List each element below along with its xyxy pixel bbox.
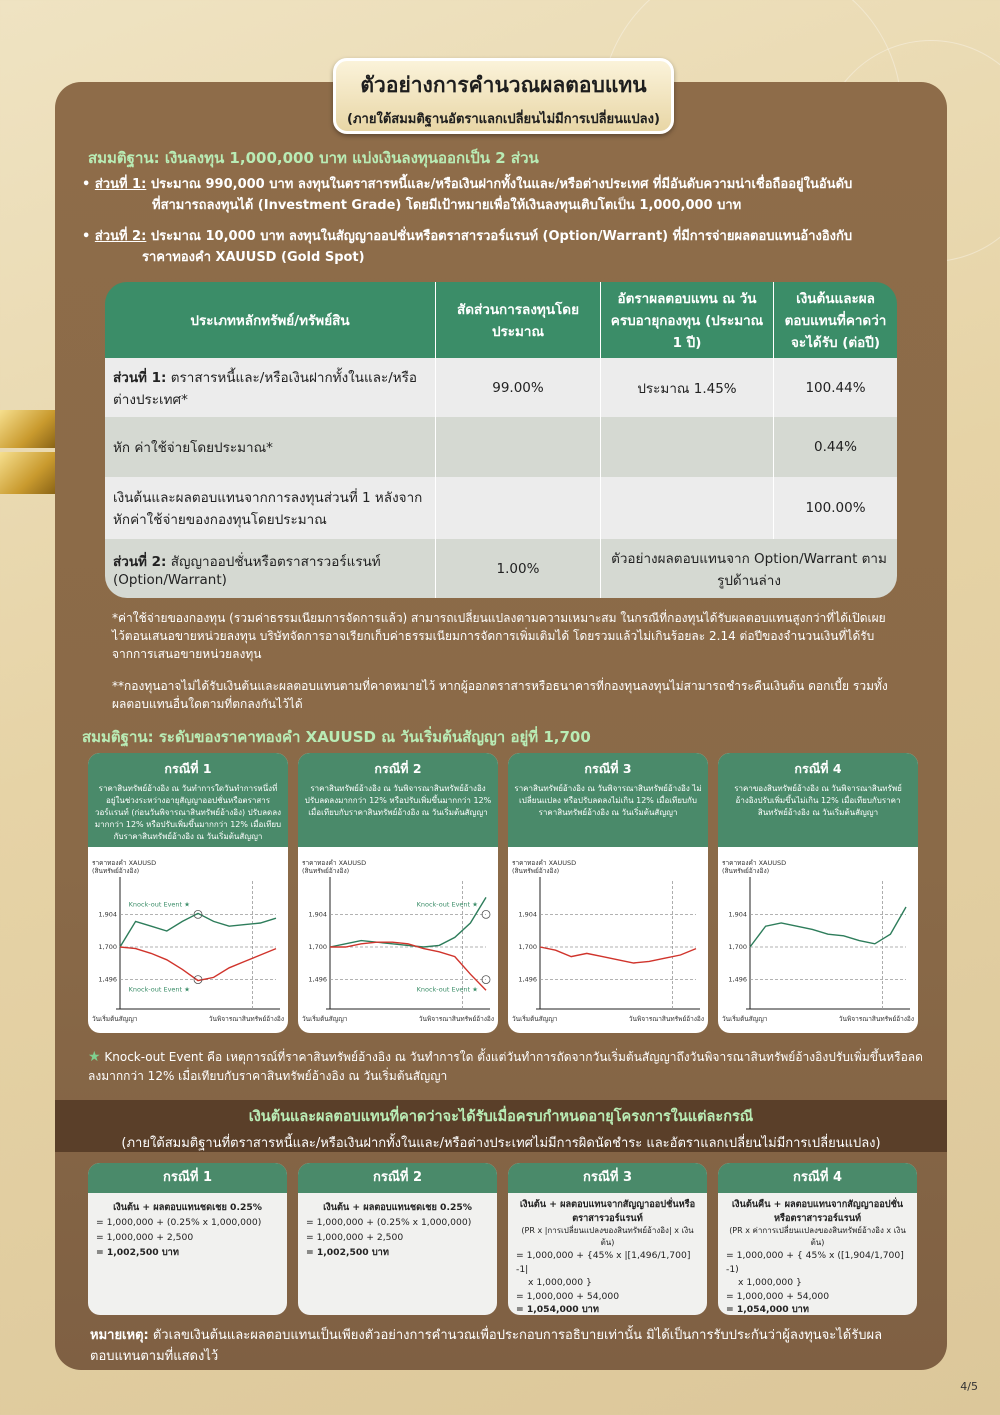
part2-text: • ส่วนที่ 2: ประมาณ 10,000 บาท ลงทุนในสัญญาออปชั่นหรือตราสารวอร์แรนท์ (Option/Warrant) ที่มีการจ่ายผลตอบแทนอ้างอิงกับ ราคาทองคำ XAUUSD (Gold Spot)	[82, 226, 932, 268]
case-title: กรณีที่ 2	[374, 761, 422, 776]
case-chart	[508, 853, 708, 1033]
row4-share: 1.00%	[436, 539, 601, 598]
ylabel: (สินทรัพย์อ้างอิง)	[512, 867, 560, 875]
part2-line2: ราคาทองคำ XAUUSD (Gold Spot)	[142, 250, 365, 265]
header-share: สัดส่วนการลงทุนโดยประมาณ	[436, 282, 601, 358]
row4-label-bold: ส่วนที่ 2:	[113, 553, 167, 570]
part1-text: • ส่วนที่ 1: ประมาณ 990,000 บาท ลงทุนในตราสารหนี้และ/หรือเงินฝากทั้งในและ/หรือต่างประเทศ ที่มีอันดับความน่าเชื่อถืออยู่ในอันดับ ที่สามารถลงทุนได้ (Investment Grade) โดยมีเป้าหมายเพื่อให้เงินลงทุนเติบโตเป็น 1,000,000 บาท	[82, 174, 932, 216]
row1-label	[105, 358, 436, 417]
tick-label: 1,700	[98, 943, 117, 951]
part1-label: ส่วนที่ 1:	[94, 177, 147, 192]
row4-label	[105, 539, 436, 598]
tick-label: 1,496	[518, 975, 537, 984]
row1-label-bold: ส่วนที่ 1:	[113, 369, 167, 386]
row3-rate	[601, 477, 774, 539]
result-formula: เงินต้น + ผลตอบแทนชดเชย 0.25%	[323, 1202, 472, 1213]
result-box-2	[298, 1163, 497, 1315]
knockout-label: Knock-out Event ★	[128, 985, 190, 994]
row2-rate	[601, 417, 774, 477]
result-line2: = 1,000,000 + 2,500	[306, 1232, 404, 1243]
part1-line1: ประมาณ 990,000 บาท ลงทุนในตราสารหนี้และ/หรือเงินฝากทั้งในและ/หรือต่างประเทศ ที่มีอันดับความน่าเชื่อถืออยู่ในอันดับ	[150, 177, 853, 192]
case-head	[88, 753, 288, 847]
remark	[90, 1325, 930, 1367]
result-line1: = 1,000,000 + { 45% x ([1,904/1,700] -1)	[726, 1250, 904, 1275]
result-title: กรณีที่ 2	[298, 1163, 497, 1193]
result-box-1	[88, 1163, 287, 1315]
knockout-label: Knock-out Event ★	[416, 900, 478, 909]
footnote-1: *ค่าใช้จ่ายของกองทุน (รวมค่าธรรมเนียมการจัดการแล้ว) สามารถเปลี่ยนแปลงตามความเหมาะสม ในกรณีที่กองทุนได้รับผลตอบแทนสูงกว่าที่ได้เปิดเผยไว้ตอนเสนอขายหน่วยลงทุน บริษัทจัดการอาจเรียกเก็บค่าธรรมเนียมการจัดการเพิ่มเติมได้ โดยรวมแล้วไม่เกินร้อยละ 2.14 ต่อปีของจำนวนเงินที่ได้รับจากการเสนอขายหน่วยลงทุน	[112, 611, 886, 661]
knockout-note-text: Knock-out Event คือ เหตุการณ์ที่ราคาสินทรัพย์อ้างอิง ณ วันทำการใด ตั้งแต่วันทำการถัดจากวันเริ่มต้นสัญญาถึงวันพิจารณาสินทรัพย์อ้างอิงปรับเพิ่มขึ้นหรือลดลงมากกว่า 12% เมื่อเทียบกับราคาสินทรัพย์อ้างอิง ณ วันเริ่มต้นสัญญา	[88, 1050, 923, 1083]
result-total: = 1,002,500 บาท	[306, 1247, 389, 1258]
case-head	[298, 753, 498, 847]
tick-label: 1,904	[98, 910, 117, 919]
assumption2-heading: สมมติฐาน: ระดับของราคาทองคำ XAUUSD ณ วันเริ่มต้นสัญญา อยู่ที่ 1,700	[82, 728, 591, 746]
case-chart	[718, 853, 918, 1033]
knockout-note	[88, 1048, 923, 1086]
result-total: = 1,054,000 บาท	[726, 1304, 809, 1315]
case-chart	[88, 853, 288, 1033]
result-band-title: เงินต้นและผลตอบแทนที่คาดว่าจะได้รับเมื่อครบกำหนดอายุโครงการในแต่ละกรณี	[248, 1109, 754, 1125]
row3-total: 100.00%	[774, 477, 898, 539]
row3-label: เงินต้นและผลตอบแทนจากการลงทุนส่วนที่ 1 หลังจากหักค่าใช้จ่ายของกองทุนโดยประมาณ	[105, 477, 436, 539]
row2-share	[436, 417, 601, 477]
result-formula: เงินต้น + ผลตอบแทนจากสัญญาออปชั่นหรือตราสารวอร์แรนท์	[519, 1199, 696, 1224]
knockout-label: Knock-out Event ★	[416, 985, 478, 994]
tick-label: 1,700	[308, 943, 327, 951]
ylabel: ราคาทองคำ XAUUSD	[512, 859, 577, 867]
case-desc: ราคาสินทรัพย์อ้างอิง ณ วันพิจารณาสินทรัพย์อ้างอิง ไม่เปลี่ยนแปลง หรือปรับลดลงไม่เกิน 12% เมื่อเทียบกับราคาสินทรัพย์อ้างอิง ณ วันเริ่มต้นสัญญา	[514, 784, 702, 817]
page-number: 4/5	[960, 1380, 978, 1393]
x-end-label: วันพิจารณาสินทรัพย์อ้างอิง	[418, 1015, 494, 1023]
title-box	[333, 58, 674, 134]
result-line2: = 1,000,000 + 54,000	[726, 1290, 830, 1302]
case-title: กรณีที่ 4	[794, 761, 842, 776]
row1-rate: ประมาณ 1.45%	[601, 358, 774, 417]
row2-total: 0.44%	[774, 417, 898, 477]
part2-label: ส่วนที่ 2:	[94, 229, 147, 244]
result-box-4	[718, 1163, 917, 1315]
result-title: กรณีที่ 4	[718, 1163, 917, 1193]
result-band	[55, 1100, 947, 1152]
ylabel: ราคาทองคำ XAUUSD	[302, 859, 367, 867]
part2-line1: ประมาณ 10,000 บาท ลงทุนในสัญญาออปชั่นหรือตราสารวอร์แรนท์ (Option/Warrant) ที่มีการจ่ายผลตอบแทนอ้างอิงกับ	[150, 229, 853, 244]
header-total: เงินต้นและผลตอบแทนที่คาดว่าจะได้รับ (ต่อปี)	[774, 282, 898, 358]
case-chart	[298, 853, 498, 1033]
result-line2: = 1,000,000 + 54,000	[516, 1290, 620, 1302]
assumption-heading: สมมติฐาน: เงินลงทุน 1,000,000 บาท แบ่งเงินลงทุนออกเป็น 2 ส่วน	[88, 149, 539, 167]
part1-line2: ที่สามารถลงทุนได้ (Investment Grade) โดยมีเป้าหมายเพื่อให้เงินลงทุนเติบโตเป็น 1,000,000 บาท	[152, 198, 742, 213]
case-desc: ราคาของสินทรัพย์อ้างอิง ณ วันพิจารณาสินทรัพย์อ้างอิงปรับเพิ่มขึ้นไม่เกิน 12% เมื่อเทียบกับราคาสินทรัพย์อ้างอิง ณ วันเริ่มต้นสัญญา	[734, 784, 902, 817]
x-start-label: วันเริ่มต้นสัญญา	[92, 1015, 138, 1023]
tick-label: 1,904	[518, 910, 537, 919]
allocation-table	[105, 282, 897, 598]
gold-bar-image	[0, 452, 55, 494]
tick-label: 1,496	[308, 975, 327, 984]
result-note: (PR x |การเปลี่ยนแปลงของสินทรัพย์อ้างอิง| x เงินต้น)	[521, 1226, 694, 1247]
page-subtitle: (ภายใต้สมมติฐานอัตราแลกเปลี่ยนไม่มีการเปลี่ยนแปลง)	[347, 112, 660, 127]
case-box-4	[718, 753, 918, 1033]
result-formula: เงินต้น + ผลตอบแทนชดเชย 0.25%	[113, 1202, 262, 1213]
case-head	[718, 753, 918, 847]
row1-label-text: ตราสารหนี้และ/หรือเงินฝากทั้งในและ/หรือต่างประเทศ*	[113, 369, 418, 408]
x-start-label: วันเริ่มต้นสัญญา	[512, 1015, 558, 1023]
star-icon: ★	[88, 1049, 101, 1065]
result-total: = 1,054,000 บาท	[516, 1304, 599, 1315]
case-title: กรณีที่ 3	[584, 761, 632, 776]
remark-label: หมายเหตุ:	[90, 1328, 149, 1343]
row3-share	[436, 477, 601, 539]
tick-label: 1,700	[518, 943, 537, 951]
row4-merged: ตัวอย่างผลตอบแทนจาก Option/Warrant ตามรูปด้านล่าง	[601, 539, 898, 598]
knockout-label: Knock-out Event ★	[128, 900, 190, 909]
page-title: ตัวอย่างการคำนวณผลตอบแทน	[360, 73, 647, 97]
ylabel: (สินทรัพย์อ้างอิง)	[302, 867, 350, 875]
result-note: (PR x ค่าการเปลี่ยนแปลงของสินทรัพย์อ้างอิง x เงินต้น)	[729, 1226, 906, 1247]
series-line-red	[540, 947, 696, 963]
header-rate: อัตราผลตอบแทน ณ วันครบอายุกองทุน (ประมาณ 1 ปี)	[601, 282, 774, 358]
x-end-label: วันพิจารณาสินทรัพย์อ้างอิง	[208, 1015, 284, 1023]
x-start-label: วันเริ่มต้นสัญญา	[302, 1015, 348, 1023]
tick-label: 1,496	[728, 975, 747, 984]
result-line1b: x 1,000,000 }	[738, 1277, 802, 1288]
case-box-3	[508, 753, 708, 1033]
ylabel: ราคาทองคำ XAUUSD	[722, 859, 787, 867]
case-box-1	[88, 753, 288, 1033]
result-box-3	[508, 1163, 707, 1315]
ylabel: (สินทรัพย์อ้างอิง)	[722, 867, 770, 875]
header-asset-type: ประเภทหลักทรัพย์/ทรัพย์สิน	[105, 282, 436, 358]
remark-text: ตัวเลขเงินต้นและผลตอบแทนเป็นเพียงตัวอย่างการคำนวณเพื่อประกอบการอธิบายเท่านั้น มิได้เป็นการรับประกันว่าผู้ลงทุนจะได้รับผลตอบแทนตามที่แสดงไว้	[90, 1328, 883, 1364]
gold-bar-image	[0, 410, 55, 448]
ylabel: ราคาทองคำ XAUUSD	[92, 859, 157, 867]
row1-share: 99.00%	[436, 358, 601, 417]
row2-label: หัก ค่าใช้จ่ายโดยประมาณ*	[105, 417, 436, 477]
result-title: กรณีที่ 1	[88, 1163, 287, 1193]
result-line2: = 1,000,000 + 2,500	[96, 1232, 194, 1243]
result-line1: = 1,000,000 + {45% x |[1,496/1,700] -1|	[516, 1250, 691, 1275]
tick-label: 1,904	[728, 910, 747, 919]
case-desc: ราคาสินทรัพย์อ้างอิง ณ วันทำการใดวันทำการหนึ่งที่อยู่ในช่วงระหว่างอายุสัญญาออปชั่นหรือตราสารวอร์แรนท์ (ก่อนวันพิจารณาสินทรัพย์อ้างอิง) ปรับลดลงมากกว่า 12% หรือปรับเพิ่มขึ้นมากกว่า 12% เมื่อเทียบกับราคาสินทรัพย์อ้างอิง ณ วันเริ่มต้นสัญญา	[94, 784, 282, 841]
tick-label: 1,700	[728, 943, 747, 951]
row4-label-text: สัญญาออปชั่นหรือตราสารวอร์แรนท์ (Option/Warrant)	[113, 553, 381, 588]
x-end-label: วันพิจารณาสินทรัพย์อ้างอิง	[628, 1015, 704, 1023]
tick-label: 1,904	[308, 910, 327, 919]
tick-label: 1,496	[98, 975, 117, 984]
result-title: กรณีที่ 3	[508, 1163, 707, 1193]
result-band-sub: (ภายใต้สมมติฐานที่ตราสารหนี้และ/หรือเงินฝากทั้งในและ/หรือต่างประเทศไม่มีการผิดนัดชำระ และอัตราแลกเปลี่ยนไม่มีการเปลี่ยนแปลง)	[121, 1136, 881, 1151]
footnote-2: **กองทุนอาจไม่ได้รับเงินต้นและผลตอบแทนตามที่คาดหมายไว้ หากผู้ออกตราสารหรือธนาคารที่กองทุนลงทุนไม่สามารถชำระคืนเงินต้น ดอกเบี้ย รวมทั้งผลตอบแทนอื่นใดตามที่ตกลงกันไว้ได้	[112, 679, 888, 711]
case-box-2	[298, 753, 498, 1033]
result-line1: = 1,000,000 + (0.25% x 1,000,000)	[306, 1217, 472, 1228]
case-head	[508, 753, 708, 847]
result-total: = 1,002,500 บาท	[96, 1247, 179, 1258]
result-line1b: x 1,000,000 }	[528, 1277, 592, 1288]
ylabel: (สินทรัพย์อ้างอิง)	[92, 867, 140, 875]
case-title: กรณีที่ 1	[164, 761, 212, 776]
result-formula: เงินต้นคืน + ผลตอบแทนจากสัญญาออปชั่นหรือตราสารวอร์แรนท์	[731, 1199, 904, 1224]
result-line1: = 1,000,000 + (0.25% x 1,000,000)	[96, 1217, 262, 1228]
x-start-label: วันเริ่มต้นสัญญา	[722, 1015, 768, 1023]
case-desc: ราคาสินทรัพย์อ้างอิง ณ วันพิจารณาสินทรัพย์อ้างอิงปรับลดลงมากกว่า 12% หรือปรับเพิ่มขึ้นมากกว่า 12% เมื่อเทียบกับราคาสินทรัพย์อ้างอิง ณ วันเริ่มต้นสัญญา	[304, 784, 492, 817]
row1-total: 100.44%	[774, 358, 898, 417]
x-end-label: วันพิจารณาสินทรัพย์อ้างอิง	[838, 1015, 914, 1023]
